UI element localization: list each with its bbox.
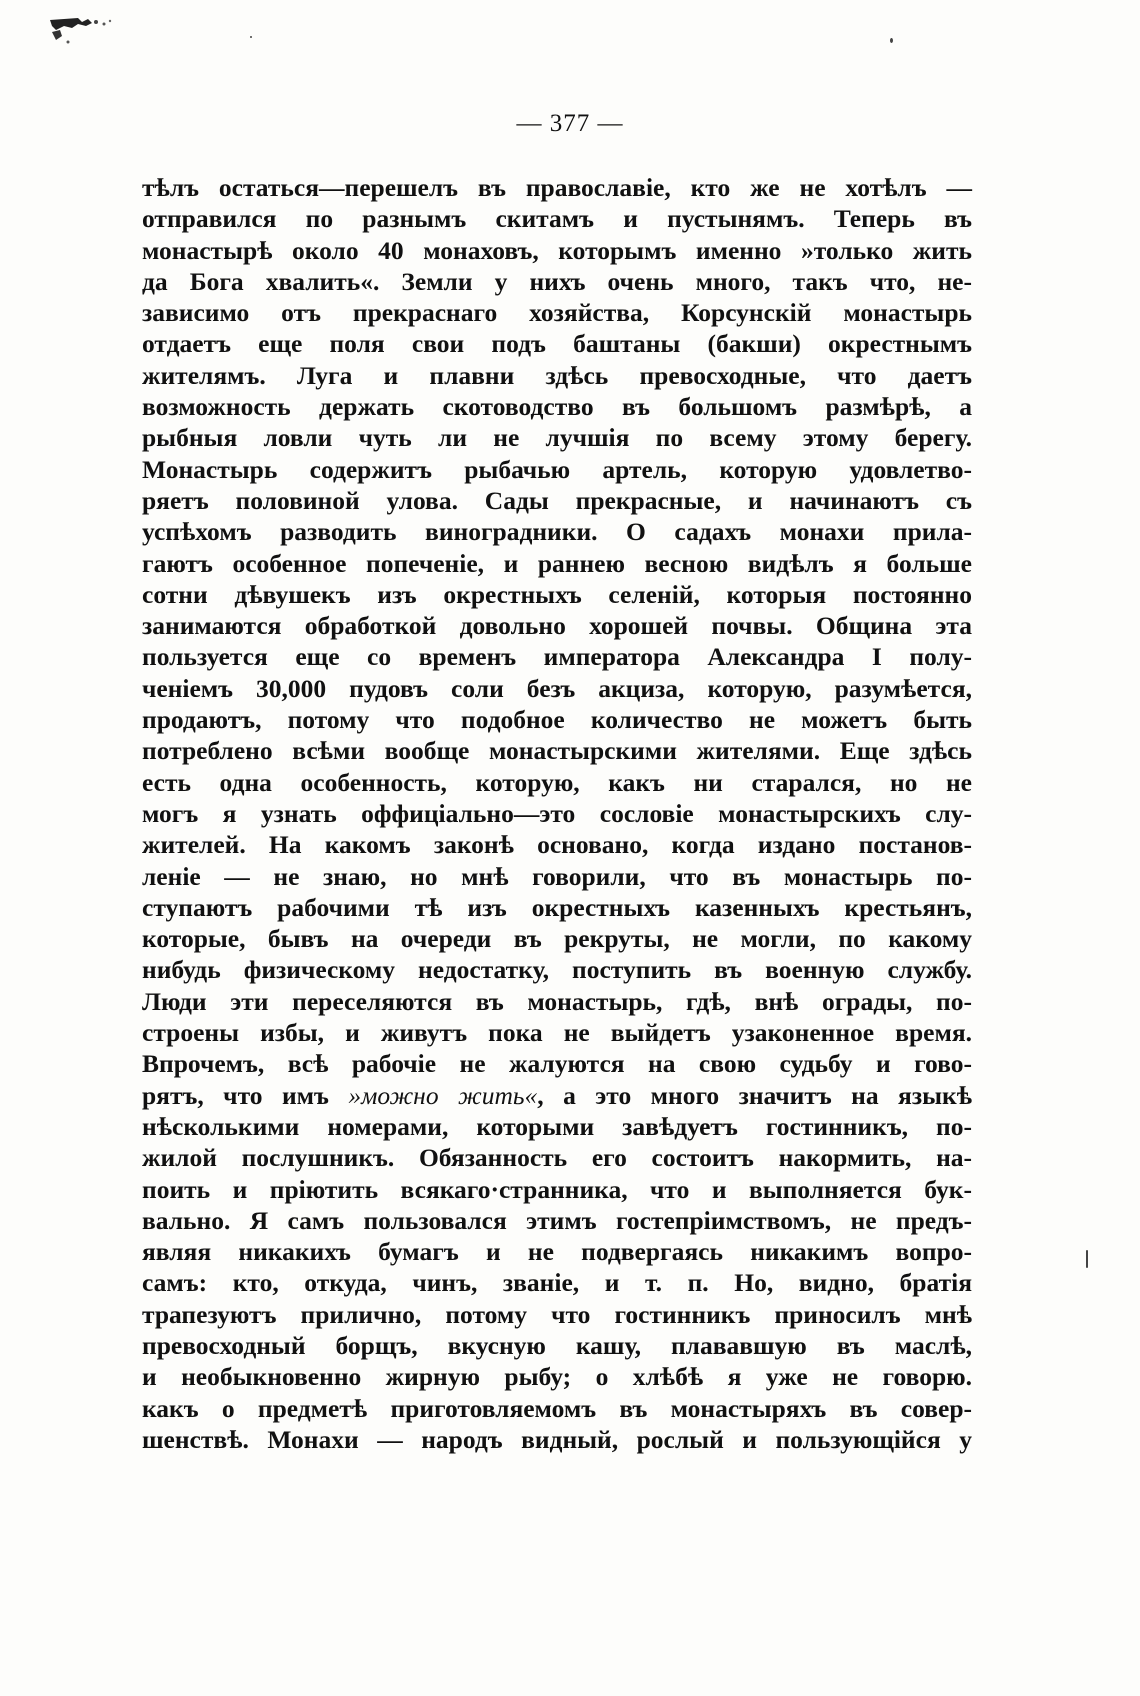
text-line: шенствѣ. Монахи — народъ видный, рослый и пользующійся у [142, 1424, 972, 1454]
text-line: и необыкновенно жирную рыбу; о хлѣбѣ я уже не говорю. [142, 1362, 972, 1392]
text-line: ступаютъ рабочими тѣ изъ окрестныхъ казенныхъ крестьянъ, [142, 892, 972, 922]
text-line: тѣлъ остаться—перешелъ въ православіе, кто же не хотѣлъ — [142, 173, 972, 202]
text-line: зависимо отъ прекраснаго хозяйства, Корсунскій монастырь [142, 298, 972, 328]
text-line: превосходный борщъ, вкусную кашу, плававшую въ маслѣ, [142, 1330, 972, 1360]
text-line: жилой послушникъ. Обязанность его состоитъ накормить, на- [142, 1143, 972, 1173]
text-line: возможность держать скотоводство въ большомъ размѣрѣ, а [142, 392, 972, 422]
text-segment: рятъ, что имъ [142, 1080, 349, 1110]
text-line: ряетъ половиной улова. Сады прекрасные, и начинаютъ съ [142, 485, 972, 515]
text-line: рыбныя ловли чуть ли не лучшія по всему этому берегу. [142, 423, 972, 453]
text-line: нѣсколькими номерами, которыми завѣдуетъ гостинникъ, по- [142, 1111, 972, 1141]
text-line: какъ о предметѣ приготовляемомъ въ монастыряхъ въ совер- [142, 1393, 972, 1423]
scan-speck [250, 36, 252, 38]
text-line: отправился по разнымъ скитамъ и пустынямъ. Теперь въ [142, 204, 972, 234]
body-text [142, 172, 972, 1486]
text-line: отдаетъ еще поля свои подъ баштаны (бакши) окрестнымъ [142, 329, 972, 359]
text-line: есть одна особенность, которую, какъ ни старался, но не [142, 767, 972, 797]
text-line-with-quote [142, 1080, 972, 1111]
text-line: строены избы, и живутъ пока не выйдетъ узаконенное время. [142, 1018, 972, 1048]
text-line: успѣхомъ разводить виноградники. О садахъ монахи прила- [142, 517, 972, 547]
text-line: монастырѣ около 40 монаховъ, которымъ именно »только жить [142, 235, 972, 265]
text-line [142, 1455, 972, 1486]
text-line: могъ я узнать оффиціально—это сословіе монастырскихъ слу- [142, 798, 972, 828]
text-line: занимаются обработкой довольно хорошей почвы. Община эта [142, 611, 972, 641]
text-line: трапезуютъ прилично, потому что гостинникъ приносилъ мнѣ [142, 1299, 972, 1329]
text-line: гаютъ особенное попеченіе, и раннею весною видѣлъ я больше [142, 548, 972, 578]
text-line: которые, бывъ на очереди въ рекруты, не могли, по какому [142, 924, 972, 954]
italic-quote: »можно жить« [348, 1080, 538, 1110]
text-line: Монастырь содержитъ рыбачью артель, которую удовлетво- [142, 454, 972, 484]
text-line: Впрочемъ, всѣ рабочіе не жалуются на свою судьбу и гово- [142, 1049, 972, 1079]
scan-speck [1086, 1250, 1088, 1268]
ink-smudge-mark [48, 14, 148, 48]
text-segment: , а это много значитъ на языкѣ [537, 1080, 972, 1110]
text-line: являя никакихъ бумагъ и не подвергаясь никакимъ вопро- [142, 1237, 972, 1267]
text-line: Люди эти переселяются въ монастырь, гдѣ, внѣ ограды, по- [142, 986, 972, 1016]
page-number: — 377 — [516, 110, 624, 137]
scan-speck [890, 38, 893, 43]
text-line: самъ: кто, откуда, чинъ, званіе, и т. п. Но, видно, братія [142, 1268, 972, 1298]
text-line: ченіемъ 30,000 пудовъ соли безъ акциза, которую, разумѣется, [142, 673, 972, 703]
text-line: да Бога хвалить«. Земли у нихъ очень много, такъ что, не- [142, 266, 972, 296]
text-line: жителей. На какомъ законѣ основано, когда издано постанов- [142, 830, 972, 860]
text-line: леніе — не знаю, но мнѣ говорили, что въ монастырь по- [142, 861, 972, 891]
text-line: продаютъ, потому что подобное количество не можетъ быть [142, 705, 972, 735]
text-line: сотни дѣвушекъ изъ окрестныхъ селеній, которыя постоянно [142, 579, 972, 609]
text-line: жителямъ. Луга и плавни здѣсь превосходные, что даетъ [142, 360, 972, 390]
text-line: вально. Я самъ пользовался этимъ гостепріимствомъ, не предъ- [142, 1205, 972, 1235]
text-line: нибудь физическому недостатку, поступить въ военную службу. [142, 955, 972, 985]
text-line: поить и пріютить всякаго·странника, что и выполняется бук- [142, 1174, 972, 1204]
text-line: потреблено всѣми вообще монастырскими жителями. Еще здѣсь [142, 736, 972, 766]
text-line: пользуется еще со временъ императора Александра I полу- [142, 642, 972, 672]
